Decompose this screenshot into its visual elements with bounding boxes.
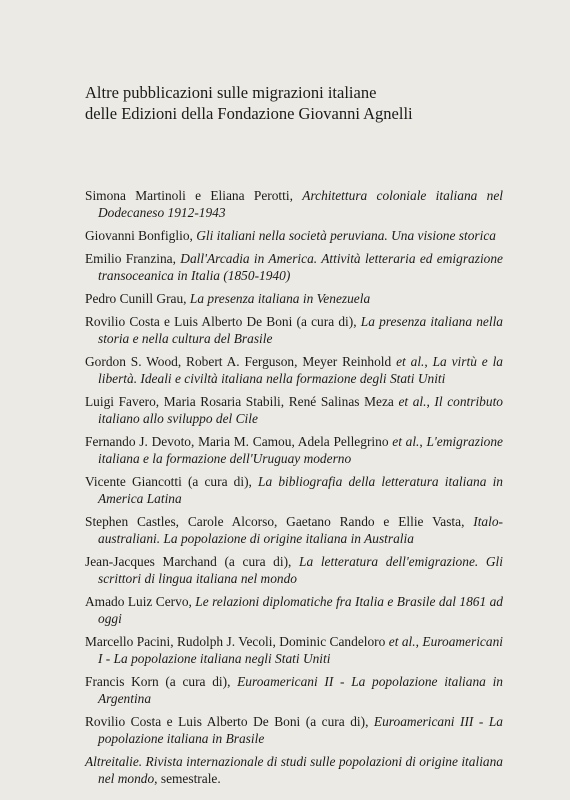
entry-author: Fernando J. Devoto, Maria M. Camou, Adela Pellegrino [85, 434, 393, 449]
entry-title: Altreitalie. Rivista internazionale di studi sulle popolazioni di origine italiana nel mondo [85, 754, 503, 786]
publication-entry [85, 473, 503, 507]
entry-title: Architettura coloniale italiana nel Dodecaneso 1912-1943 [98, 188, 504, 220]
publication-entry [85, 633, 503, 667]
publication-entry [85, 187, 503, 221]
entry-author: Jean-Jacques Marchand (a cura di), [85, 554, 300, 569]
entry-title: La bibliografia della letteratura italiana in America Latina [98, 474, 503, 506]
entry-title: L'emigrazione italiana e la formazione dell'Uruguay moderno [98, 434, 503, 466]
entry-author: Gordon S. Wood, Robert A. Ferguson, Meyer Reinhold [85, 354, 397, 369]
publication-entry [85, 313, 503, 347]
entry-title: Euroamericani III - La popolazione italiana in Brasile [98, 714, 503, 746]
publication-entry [85, 513, 503, 547]
entry-author: Stephen Castles, Carole Alcorso, Gaetano Rando e Ellie Vasta, [85, 514, 474, 529]
publication-entry [85, 290, 503, 307]
page-heading [85, 82, 515, 124]
entry-author-separator: , [415, 634, 423, 649]
entry-title: La presenza italiana in Venezuela [189, 291, 371, 306]
entry-author: Rovilio Costa e Luis Alberto De Boni (a cura di), [85, 714, 374, 729]
publication-entry [85, 593, 503, 627]
entry-author: Amado Luiz Cervo, [85, 594, 196, 609]
heading-line-2: delle Edizioni della Fondazione Giovanni Agnelli [85, 104, 413, 123]
publication-entry [85, 393, 503, 427]
publication-entry [85, 753, 503, 787]
entry-author: Francis Korn (a cura di), [85, 674, 238, 689]
entry-title: La presenza italiana nella storia e nella cultura del Brasile [98, 314, 503, 346]
entry-author: Simona Martinoli e Eliana Perotti, [85, 188, 303, 203]
entry-title: Gli italiani nella società peruviana. Una visione storica [196, 228, 496, 243]
publication-entry [85, 713, 503, 747]
entry-suffix: , semestrale. [154, 771, 221, 786]
heading-line-1: Altre pubblicazioni sulle migrazioni italiane [85, 83, 377, 102]
entry-title: Le relazioni diplomatiche fra Italia e Brasile dal 1861 ad oggi [98, 594, 503, 626]
entry-author: Vicente Giancotti (a cura di), [85, 474, 259, 489]
entry-title: La letteratura dell'emigrazione. Gli scrittori di lingua italiana nel mondo [98, 554, 503, 586]
publication-entry [85, 227, 503, 244]
entry-author: Pedro Cunill Grau, [85, 291, 190, 306]
entry-et-al: et al. [392, 434, 420, 449]
entry-author: Marcello Pacini, Rudolph J. Vecoli, Dominic Candeloro [85, 634, 389, 649]
entry-et-al: et al. [396, 354, 425, 369]
publication-entry [85, 353, 503, 387]
entry-title: La virtù e la libertà. Ideali e civiltà italiana nella formazione degli Stati Uniti [98, 354, 503, 386]
publication-entry [85, 250, 503, 284]
entry-author-separator: , [424, 354, 433, 369]
entry-et-al: et al. [388, 634, 416, 649]
entry-title: Italo-australiani. La popolazione di origine italiana in Australia [98, 514, 503, 546]
publications-list [85, 187, 503, 793]
publication-entry [85, 673, 503, 707]
publication-entry [85, 433, 503, 467]
entry-author: Rovilio Costa e Luis Alberto De Boni (a cura di), [85, 314, 361, 329]
entry-et-al: et al. [398, 394, 427, 409]
entry-title: Dall'Arcadia in America. Attività letteraria ed emigrazione transoceanica in Italia (1850-1940) [98, 251, 504, 283]
publication-entry [85, 553, 503, 587]
entry-title: Euroamericani I - La popolazione italiana negli Stati Uniti [98, 634, 503, 666]
entry-title: Euroamericani II - La popolazione italiana in Argentina [98, 674, 503, 706]
entry-title: Il contributo italiano allo sviluppo del Cile [98, 394, 503, 426]
entry-author-separator: , [426, 394, 435, 409]
entry-author: Giovanni Bonfiglio, [85, 228, 197, 243]
entry-author: Emilio Franzina, [85, 251, 181, 266]
entry-author: Luigi Favero, Maria Rosaria Stabili, René Salinas Meza [85, 394, 399, 409]
entry-author-separator: , [419, 434, 427, 449]
